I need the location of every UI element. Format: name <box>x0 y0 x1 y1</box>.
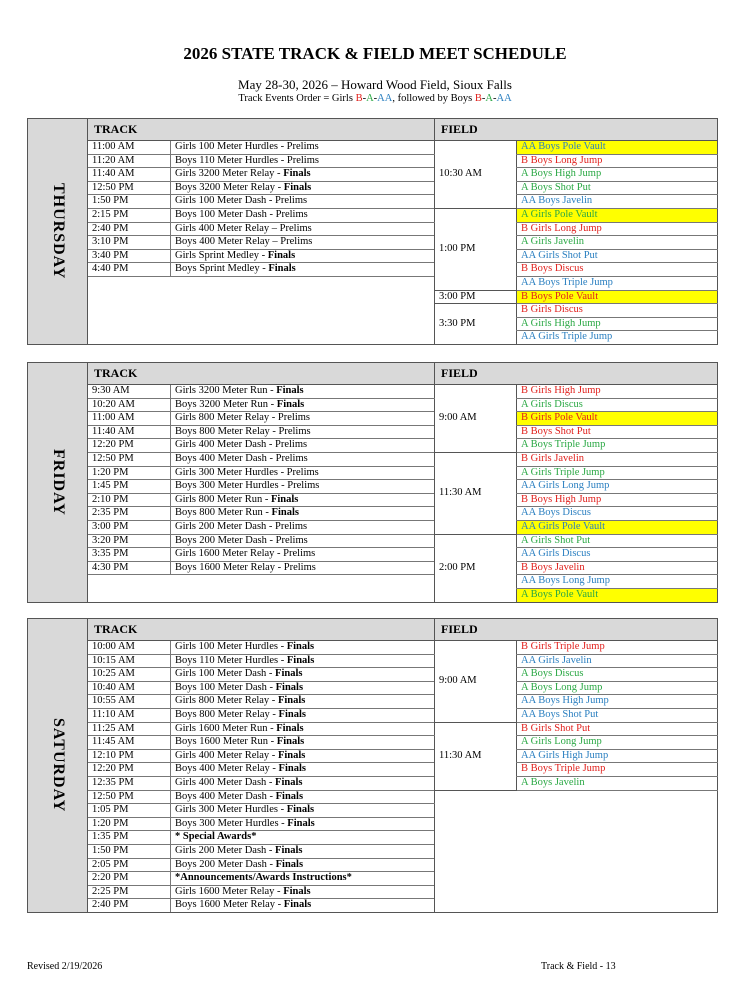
table-row <box>28 561 718 575</box>
track-time: 2:40 PM <box>88 899 171 913</box>
track-event-name: Boys 1600 Meter Relay - <box>175 899 284 911</box>
track-time: 2:35 PM <box>88 507 171 521</box>
revised-date: Revised 2/19/2026 <box>27 961 103 972</box>
track-event-stage: Finals <box>278 709 306 721</box>
order-class-a: A <box>485 93 493 104</box>
track-event <box>171 736 435 750</box>
field-event: AA Girls Pole Vault <box>517 520 718 534</box>
track-time: 1:50 PM <box>88 844 171 858</box>
track-event <box>171 466 435 480</box>
track-event-stage: Finals <box>275 776 303 788</box>
track-event-stage: Finals <box>275 858 304 870</box>
table-row <box>28 668 718 682</box>
track-time: 11:40 AM <box>88 425 171 439</box>
field-time: 3:00 PM <box>435 290 517 304</box>
table-row <box>28 154 718 168</box>
field-event: AA Boys Discus <box>517 507 718 521</box>
track-event-name: Girls 400 Meter Dash - <box>175 776 276 788</box>
track-event <box>171 249 435 263</box>
track-header: TRACK <box>88 119 435 141</box>
track-event-name: Girls Sprint Medley - <box>175 249 268 261</box>
field-event: AA Girls Javelin <box>517 654 718 668</box>
table-row <box>28 276 718 290</box>
track-event <box>171 858 435 872</box>
table-row <box>28 236 718 250</box>
order-dash: - <box>362 93 367 104</box>
field-time: 10:30 AM <box>435 141 517 209</box>
track-event <box>171 263 435 277</box>
day-name: SATURDAY <box>49 718 67 813</box>
track-event <box>171 872 435 886</box>
page-title: 2026 STATE TRACK & FIELD MEET SCHEDULE <box>183 44 567 63</box>
track-event-stage: Finals <box>275 681 304 693</box>
table-row <box>28 722 718 736</box>
field-event: B Boys Triple Jump <box>517 763 718 777</box>
track-time: 1:35 PM <box>88 831 171 845</box>
track-event <box>171 804 435 818</box>
track-event-stage: Finals <box>283 885 311 897</box>
track-event <box>171 398 435 412</box>
track-event-name: Boys Sprint Medley - <box>175 263 269 275</box>
field-event: B Girls Discus <box>517 304 718 318</box>
table-row <box>28 654 718 668</box>
table-row <box>28 736 718 750</box>
track-time: 10:00 AM <box>88 641 171 655</box>
track-event <box>171 722 435 736</box>
table-row <box>28 249 718 263</box>
track-time: 2:40 PM <box>88 222 171 236</box>
day-name: THURSDAY <box>49 183 67 280</box>
track-header: TRACK <box>88 363 435 385</box>
track-time: 3:20 PM <box>88 534 171 548</box>
field-event: B Girls Javelin <box>517 452 718 466</box>
track-event <box>171 899 435 913</box>
field-event: AA Boys Shot Put <box>517 708 718 722</box>
table-row <box>28 208 718 222</box>
field-time: 11:30 AM <box>435 722 517 790</box>
day-table-friday <box>27 362 718 603</box>
track-event-name: Boys 200 Meter Dash - <box>175 858 276 870</box>
track-time: 1:50 PM <box>88 195 171 209</box>
track-event-name: Girls 400 Meter Relay - <box>175 749 278 761</box>
field-event: B Boys Long Jump <box>517 154 718 168</box>
track-event-name: Boys 300 Meter Hurdles - <box>175 817 288 829</box>
field-time: 11:30 AM <box>435 452 517 534</box>
track-time: 2:10 PM <box>88 493 171 507</box>
track-event-name: Boys 400 Meter Relay – Prelims <box>175 236 313 248</box>
track-event <box>171 844 435 858</box>
track-event-name: Girls 1600 Meter Relay - <box>175 885 284 897</box>
field-event: A Boys High Jump <box>517 168 718 182</box>
field-event: B Girls Triple Jump <box>517 641 718 655</box>
empty-track-area <box>88 276 435 344</box>
order-class-b: B <box>355 93 363 104</box>
field-event: B Girls Pole Vault <box>517 412 718 426</box>
table-row <box>28 452 718 466</box>
table-row <box>28 681 718 695</box>
track-event <box>171 425 435 439</box>
track-event-name: Boys 200 Meter Dash - Prelims <box>175 534 308 546</box>
track-event-name: Boys 800 Meter Relay - <box>175 709 279 721</box>
table-row <box>28 398 718 412</box>
track-event <box>171 141 435 155</box>
track-event-stage: Finals <box>275 668 303 680</box>
track-event-name: Girls 800 Meter Run - <box>175 493 271 505</box>
track-event <box>171 439 435 453</box>
table-row <box>28 763 718 777</box>
track-event <box>171 168 435 182</box>
track-event-stage: Finals <box>287 817 315 829</box>
track-event-stage: Finals <box>276 736 305 748</box>
day-table-thursday <box>27 118 718 345</box>
day-table-saturday <box>27 618 718 913</box>
field-event: B Boys Shot Put <box>517 425 718 439</box>
track-time: 9:30 AM <box>88 385 171 399</box>
order-middle: , followed by Boys <box>392 93 475 104</box>
track-event-name: Girls 800 Meter Relay - <box>175 695 278 707</box>
field-time: 3:30 PM <box>435 304 517 345</box>
field-event: A Boys Javelin <box>517 776 718 790</box>
track-time: 3:00 PM <box>88 520 171 534</box>
table-row <box>28 493 718 507</box>
track-event-name: Girls 100 Meter Hurdles - Prelims <box>175 141 319 153</box>
track-time: 10:15 AM <box>88 654 171 668</box>
track-event-stage: Finals <box>283 181 312 193</box>
table-row <box>28 790 718 804</box>
track-event <box>171 776 435 790</box>
track-event <box>171 749 435 763</box>
field-event: A Boys Triple Jump <box>517 439 718 453</box>
track-event-name: Boys 400 Meter Dash - <box>175 790 276 802</box>
track-time: 12:10 PM <box>88 749 171 763</box>
track-event <box>171 452 435 466</box>
track-event-stage: Finals <box>286 654 315 666</box>
track-event-name: Boys 3200 Meter Run - <box>175 398 277 410</box>
table-row <box>28 575 718 589</box>
order-dash: - <box>481 93 486 104</box>
field-event: A Girls Pole Vault <box>517 208 718 222</box>
track-event <box>171 763 435 777</box>
track-event <box>171 385 435 399</box>
table-row <box>28 195 718 209</box>
track-event-name: Boys 100 Meter Dash - <box>175 681 276 693</box>
field-event: AA Boys Javelin <box>517 195 718 209</box>
field-event: AA Boys Triple Jump <box>517 276 718 290</box>
track-time: 3:40 PM <box>88 249 171 263</box>
table-row <box>28 749 718 763</box>
track-time: 2:05 PM <box>88 858 171 872</box>
track-event-name: Girls 300 Meter Hurdles - Prelims <box>175 466 319 478</box>
track-event <box>171 480 435 494</box>
track-event-stage: Finals <box>275 790 304 802</box>
track-time: 1:05 PM <box>88 804 171 818</box>
field-event: AA Girls High Jump <box>517 749 718 763</box>
track-event-name: Boys 800 Meter Run - <box>175 507 272 519</box>
track-time: 1:20 PM <box>88 817 171 831</box>
field-event: A Boys Pole Vault <box>517 588 718 602</box>
field-time: 9:00 AM <box>435 385 517 453</box>
track-event <box>171 493 435 507</box>
track-event-name: Boys 110 Meter Hurdles - Prelims <box>175 154 319 166</box>
track-event <box>171 668 435 682</box>
track-event-stage: Finals <box>286 641 315 653</box>
field-event: A Girls Long Jump <box>517 736 718 750</box>
track-event-stage: Finals <box>267 249 296 261</box>
field-event: B Girls High Jump <box>517 385 718 399</box>
table-row <box>28 168 718 182</box>
track-time: 11:10 AM <box>88 708 171 722</box>
track-time: 10:20 AM <box>88 398 171 412</box>
track-event-name: Girls 1600 Meter Relay - Prelims <box>175 548 316 560</box>
field-event: B Girls Long Jump <box>517 222 718 236</box>
track-time: 12:35 PM <box>88 776 171 790</box>
track-time: 2:20 PM <box>88 872 171 886</box>
track-time: 11:45 AM <box>88 736 171 750</box>
order-class-b: B <box>474 93 482 104</box>
table-row <box>28 480 718 494</box>
track-event <box>171 208 435 222</box>
track-event-name: Girls 200 Meter Dash - Prelims <box>175 520 308 532</box>
track-event-stage: Finals <box>276 722 304 734</box>
track-event-name: Girls 800 Meter Relay - Prelims <box>175 412 311 424</box>
field-event: AA Girls Triple Jump <box>517 331 718 345</box>
track-time: 12:50 PM <box>88 452 171 466</box>
table-row <box>28 520 718 534</box>
track-event <box>171 222 435 236</box>
track-time: 12:50 PM <box>88 790 171 804</box>
track-event-name: Girls 400 Meter Dash - Prelims <box>175 439 308 451</box>
table-row <box>28 507 718 521</box>
track-event <box>171 654 435 668</box>
table-row <box>28 776 718 790</box>
table-row <box>28 708 718 722</box>
track-time: 4:40 PM <box>88 263 171 277</box>
table-row <box>28 548 718 562</box>
field-event: A Girls Javelin <box>517 236 718 250</box>
table-row <box>28 641 718 655</box>
track-time: 1:20 PM <box>88 466 171 480</box>
track-time: 3:10 PM <box>88 236 171 250</box>
track-event-name: Girls 100 Meter Dash - <box>175 668 276 680</box>
track-event-stage: Finals <box>283 168 311 180</box>
track-time: 12:20 PM <box>88 763 171 777</box>
track-event <box>171 507 435 521</box>
track-time: 4:30 PM <box>88 561 171 575</box>
track-event-stage: Finals <box>278 763 306 775</box>
empty-track-area <box>88 575 435 602</box>
track-event-name: Girls 100 Meter Dash - Prelims <box>175 195 308 207</box>
order-class-aa: AA <box>496 93 512 104</box>
track-event-name: Girls 3200 Meter Relay - <box>175 168 284 180</box>
track-event-name: Boys 1600 Meter Relay - Prelims <box>175 561 316 573</box>
track-time: 1:45 PM <box>88 480 171 494</box>
track-event-stage: Finals <box>283 899 312 911</box>
track-time: 10:40 AM <box>88 681 171 695</box>
track-event-stage: * Special Awards* <box>175 831 257 843</box>
track-event <box>171 817 435 831</box>
field-event: B Girls Shot Put <box>517 722 718 736</box>
track-events-order <box>0 93 750 104</box>
track-event-name: Boys 3200 Meter Relay - <box>175 181 284 193</box>
order-class-a: A <box>366 93 374 104</box>
order-prefix: Track Events Order = Girls <box>238 93 356 104</box>
track-event-name: Girls 1600 Meter Run - <box>175 722 277 734</box>
table-row <box>28 425 718 439</box>
track-event <box>171 708 435 722</box>
track-event-name: Boys 400 Meter Dash - Prelims <box>175 453 308 465</box>
track-time: 11:00 AM <box>88 141 171 155</box>
field-event: AA Girls Discus <box>517 548 718 562</box>
table-row <box>28 222 718 236</box>
order-dash: - <box>373 93 378 104</box>
track-time: 11:25 AM <box>88 722 171 736</box>
field-event: AA Girls Long Jump <box>517 480 718 494</box>
track-event <box>171 412 435 426</box>
table-row <box>28 439 718 453</box>
track-event <box>171 548 435 562</box>
track-event <box>171 154 435 168</box>
track-event-stage: Finals <box>275 844 303 856</box>
order-class-aa: AA <box>377 93 393 104</box>
field-event: AA Boys High Jump <box>517 695 718 709</box>
track-time: 12:50 PM <box>88 181 171 195</box>
track-event <box>171 236 435 250</box>
track-event <box>171 681 435 695</box>
table-row <box>28 412 718 426</box>
field-event: A Girls Triple Jump <box>517 466 718 480</box>
page-number: Track & Field - 13 <box>541 961 616 972</box>
track-event-name: Boys 100 Meter Dash - Prelims <box>175 209 308 221</box>
track-event-name: Boys 400 Meter Relay - <box>175 763 279 775</box>
field-header: FIELD <box>435 363 718 385</box>
track-event-stage: Finals <box>268 263 296 275</box>
table-row <box>28 181 718 195</box>
track-event <box>171 520 435 534</box>
field-event: AA Boys Long Jump <box>517 575 718 589</box>
track-event <box>171 695 435 709</box>
field-event: B Boys Discus <box>517 263 718 277</box>
table-row <box>28 385 718 399</box>
track-event <box>171 790 435 804</box>
field-event: AA Boys Pole Vault <box>517 141 718 155</box>
track-time: 2:25 PM <box>88 885 171 899</box>
meet-dates-location: May 28-30, 2026 – Howard Wood Field, Sioux Falls <box>238 77 512 92</box>
day-name: FRIDAY <box>49 448 67 516</box>
day-label <box>28 363 88 603</box>
table-row <box>28 534 718 548</box>
track-event-name: Girls 200 Meter Dash - <box>175 844 276 856</box>
order-dash: - <box>493 93 497 104</box>
track-event-stage: Finals <box>277 695 306 707</box>
track-event <box>171 534 435 548</box>
field-event: B Boys High Jump <box>517 493 718 507</box>
track-event <box>171 195 435 209</box>
field-event: AA Girls Shot Put <box>517 249 718 263</box>
track-time: 11:20 AM <box>88 154 171 168</box>
track-time: 10:55 AM <box>88 695 171 709</box>
field-event: B Boys Javelin <box>517 561 718 575</box>
track-event-stage: Finals <box>271 507 299 519</box>
track-event-stage: Finals <box>276 385 304 397</box>
track-event-stage: Finals <box>277 749 306 761</box>
field-time: 9:00 AM <box>435 641 517 723</box>
empty-field-area <box>435 790 718 912</box>
day-label <box>28 119 88 345</box>
track-event <box>171 831 435 845</box>
track-event-stage: Finals <box>276 398 305 410</box>
track-event-name: Boys 800 Meter Relay - Prelims <box>175 425 311 437</box>
track-time: 11:00 AM <box>88 412 171 426</box>
table-row <box>28 695 718 709</box>
track-header: TRACK <box>88 619 435 641</box>
table-row <box>28 466 718 480</box>
field-event: A Boys Long Jump <box>517 681 718 695</box>
track-event-stage: Finals <box>270 493 299 505</box>
track-time: 11:40 AM <box>88 168 171 182</box>
track-event-name: Girls 400 Meter Relay – Prelims <box>175 222 312 234</box>
track-event-name: Boys 300 Meter Hurdles - Prelims <box>175 480 320 492</box>
track-event-name: Boys 1600 Meter Run - <box>175 736 277 748</box>
track-time: 10:25 AM <box>88 668 171 682</box>
track-event-name: Girls 100 Meter Hurdles - <box>175 641 287 653</box>
track-event <box>171 181 435 195</box>
track-event-stage: Finals <box>286 804 315 816</box>
track-event <box>171 561 435 575</box>
field-event: A Girls High Jump <box>517 317 718 331</box>
field-event: A Boys Discus <box>517 668 718 682</box>
track-event-stage: *Announcements/Awards Instructions* <box>175 872 352 884</box>
field-header: FIELD <box>435 619 718 641</box>
track-event-name: Girls 3200 Meter Run - <box>175 385 277 397</box>
track-time: 12:20 PM <box>88 439 171 453</box>
day-label <box>28 619 88 913</box>
field-event: A Boys Shot Put <box>517 181 718 195</box>
track-time: 2:15 PM <box>88 208 171 222</box>
field-event: A Girls Shot Put <box>517 534 718 548</box>
field-event: B Boys Pole Vault <box>517 290 718 304</box>
table-row <box>28 141 718 155</box>
field-event: A Girls Discus <box>517 398 718 412</box>
field-time: 2:00 PM <box>435 534 517 602</box>
track-event <box>171 885 435 899</box>
field-header: FIELD <box>435 119 718 141</box>
table-row <box>28 263 718 277</box>
track-event-name: Boys 110 Meter Hurdles - <box>175 654 287 666</box>
track-event <box>171 641 435 655</box>
track-event-name: Girls 300 Meter Hurdles - <box>175 804 287 816</box>
field-time: 1:00 PM <box>435 208 517 290</box>
track-time: 3:35 PM <box>88 548 171 562</box>
